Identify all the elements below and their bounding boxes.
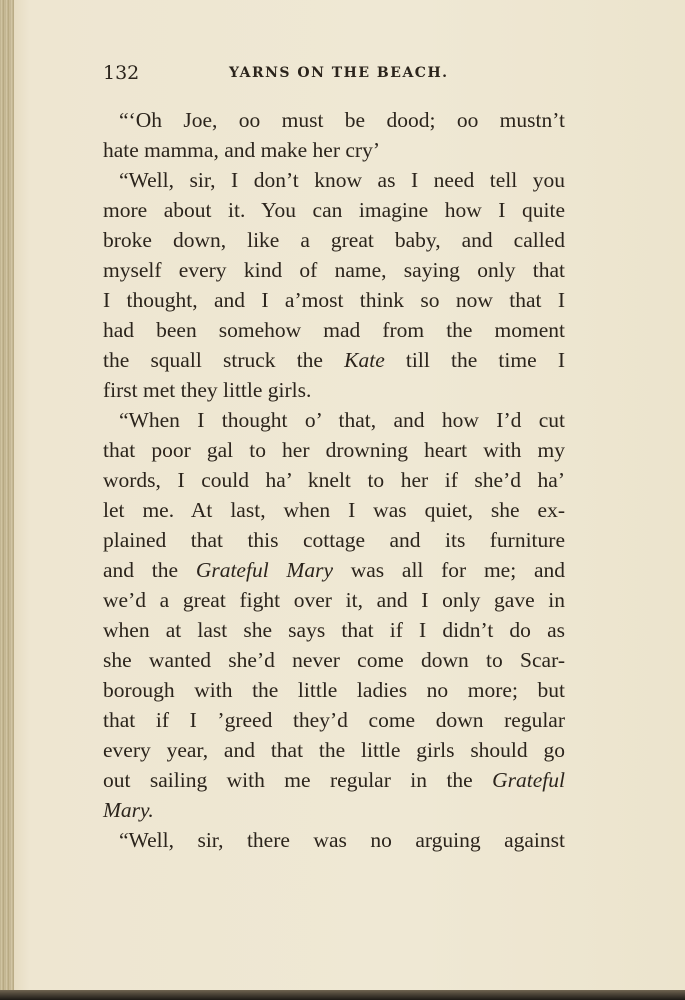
text-line: had been somehow mad from the moment — [103, 318, 565, 342]
text-line: we’d a great fight over it, and I only gave in — [103, 588, 565, 612]
text-line: myself every kind of name, saying only that — [103, 258, 565, 282]
text-line: let me. At last, when I was quiet, she ex- — [103, 498, 565, 522]
text-line: broke down, like a great baby, and called — [103, 228, 565, 252]
text-segment: the squall struck the — [103, 348, 345, 372]
text-line: I thought, and I a’most think so now that I — [103, 288, 565, 312]
text-line — [103, 765, 565, 795]
page-bottom-edge — [0, 990, 685, 1000]
page-number: 132 — [103, 62, 140, 84]
text-line: when at last she says that if I didn’t do as — [103, 618, 565, 642]
text-line: that if I ’greed they’d come down regular — [103, 708, 565, 732]
text-line: every year, and that the little girls should go — [103, 738, 565, 762]
text-line — [103, 555, 565, 585]
text-line: that poor gal to her drowning heart with my — [103, 438, 565, 462]
text-line: words, I could ha’ knelt to her if she’d ha’ — [103, 468, 565, 492]
text-segment: out sailing with me regular in the — [103, 768, 493, 792]
text-line: plained that this cottage and its furniture — [103, 528, 565, 552]
page-header — [103, 62, 563, 88]
boat-name-mary: Mary. — [103, 798, 154, 822]
text-line: “‘Oh Joe, oo must be dood; oo mustn’t — [119, 108, 565, 132]
text-line: “Well, sir, I don’t know as I need tell you — [119, 168, 565, 192]
text-line: borough with the little ladies no more; but — [103, 678, 565, 702]
ship-name-kate: Kate — [344, 348, 385, 372]
text-line: “Well, sir, there was no arguing against — [119, 828, 565, 852]
text-line: she wanted she’d never come down to Scar- — [103, 648, 565, 672]
text-line — [103, 795, 565, 825]
boat-name-grateful-mary: Grateful Mary — [195, 558, 333, 582]
text-line — [103, 345, 565, 375]
body-text — [103, 105, 565, 855]
running-head: YARNS ON THE BEACH. — [229, 65, 449, 81]
book-binding-edge — [0, 0, 14, 1000]
text-segment: and the — [103, 558, 196, 582]
boat-name-grateful: Grateful — [492, 768, 565, 792]
text-segment: till the time I — [384, 348, 565, 372]
text-line: “When I thought o’ that, and how I’d cut — [119, 408, 565, 432]
text-line: more about it. You can imagine how I quite — [103, 198, 565, 222]
text-line: hate mamma, and make her cry’ — [103, 138, 380, 162]
text-segment: was all for me; and — [332, 558, 565, 582]
text-line: first met they little girls. — [103, 378, 312, 402]
